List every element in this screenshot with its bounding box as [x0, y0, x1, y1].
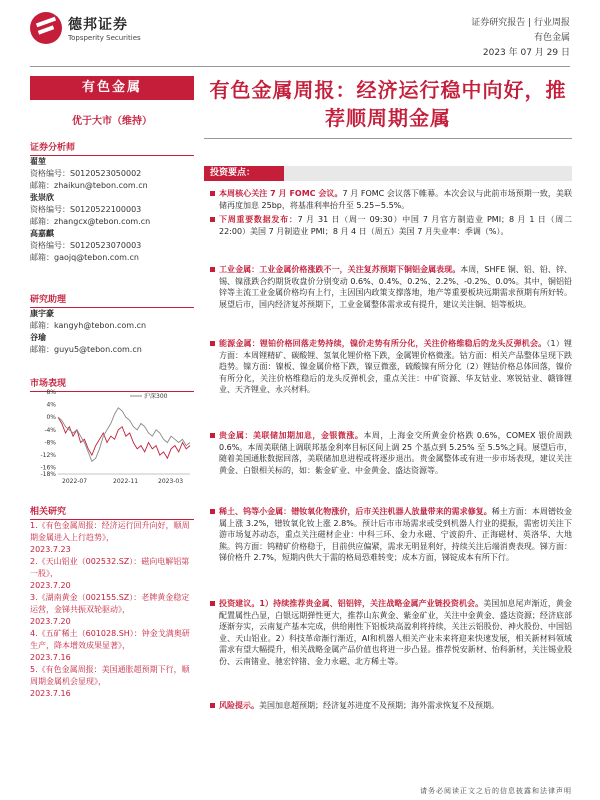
report-type: 证券研究报告: [471, 18, 526, 28]
assistant-list: [30, 308, 194, 356]
y-tick-label: -12%: [40, 452, 56, 460]
analyst-email[interactable]: 邮箱：gaojq@tebon.com.cn: [30, 253, 139, 262]
related-section-title: 相关研究: [30, 504, 194, 520]
series-line-1: [58, 408, 190, 462]
analyst-name: 翟堃: [30, 157, 46, 166]
related-item[interactable]: 3.《湖南黄金（002155.SZ）：老牌黄金稳定运营，金锑共振双轮驱动》， 2023.7.20: [30, 593, 190, 626]
market-section-title: 市场表现: [30, 376, 194, 392]
y-tick-label: 8%: [46, 389, 56, 396]
header-divider: [30, 66, 570, 67]
bullet-risk: 风险提示。美国加息超预期；经济复苏进度不及预期；海外需求恢复不及预期。: [210, 700, 572, 712]
bullet-data: 下周重要数据发布：7 月 31 日（周一 09:30）中国 7 月官方制造业 PMI；8 月 1 日（周二 22:00）美国 7 月制造业 PMI；8 月 4 日（周五）美国 7 月失业率：季调（%）。: [210, 214, 572, 237]
assistant-section-title: 研究助理: [30, 292, 194, 308]
y-tick-label: -16%: [40, 464, 56, 472]
analyst-cert: 资格编号：S0120522100003: [30, 205, 142, 214]
logo-icon: [30, 12, 62, 44]
report-meta: 证券研究报告 | 行业周报 有色金属 2023 年 07 月 29 日: [471, 16, 570, 61]
assistant-email[interactable]: 邮箱：guyu5@tebon.com.cn: [30, 345, 142, 354]
assistant-name: 康宇豪: [30, 309, 54, 318]
assistant-name: 谷瑜: [30, 333, 46, 342]
x-tick-label: 2023-03: [158, 478, 184, 485]
report-date: 2023 年 07 月 29 日: [482, 48, 570, 58]
report-title: 有色金属周报：经济运行稳中向好，推荐顺周期金属: [209, 78, 567, 130]
analyst-name: 高嘉麒: [30, 229, 54, 238]
company-name-cn: 德邦证券: [68, 17, 128, 33]
analyst-cert: 资格编号：S0120523070003: [30, 241, 142, 250]
title-divider: [204, 138, 572, 139]
report-sector: 有色金属: [533, 33, 570, 43]
related-item[interactable]: 2.《天山铝业（002532.SZ）：磁向电解铝第一股》， 2023.7.20: [30, 557, 190, 590]
bullet-investment: 投资建议。1）持续推荐贵金属、铝铝锌，关注战略金属产业链投资机会。美国加息尾声渐近，黄金配置属性凸显，白银远期弹性更大，推荐山东黄金、紫金矿业，关注中金黄金、盛达资源；经济底部逐渐夯实，云南复产基本完成，供给刚性下铝板块高盈利将持续，关注云铝股份、神火股份、中国铝业、天山铝业。2）科技革命渐行渐近，AI和机器人相关产业未来将迎来快速发展，相关新材料领域需求有望大幅提升，相关战略金属产品价值也将进一步凸显。推荐悦安新材、怡科新材，关注锡业股份、云南锗业、驰宏锌锗、金力永磁、北方稀土等。: [210, 598, 572, 668]
related-item[interactable]: 1.《有色金属周报：经济运行回升向好，顺周期金属进入上行趋势》， 2023.7.23: [30, 521, 190, 554]
x-tick-label: 2022-11: [113, 478, 139, 485]
related-list: [30, 520, 194, 700]
assistant-email[interactable]: 邮箱：kangyh@tebon.com.cn: [30, 321, 147, 330]
legend-label: 沪深300: [144, 393, 168, 400]
analyst-section-title: 证券分析师: [30, 140, 194, 156]
x-tick-label: 2022-07: [62, 478, 88, 485]
report-sub: 行业周报: [533, 18, 570, 28]
market-chart: [30, 388, 194, 488]
related-item[interactable]: 5.《有色金属周报：美国通胀超预期下行，顺周期金属机会显现》， 2023.7.16: [30, 665, 190, 698]
sector-box: 有色金属: [30, 76, 194, 100]
key-points-label: 投资要点：: [204, 166, 284, 181]
bullet-precious: 贵金属：美联储加期加息，金银微涨。本周，上海金交所黄金价格跌 0.6%，COMEX 银价周跌 0.6%。本周美联储上调联邦基金利率目标区间上调 25 个基点到 5.25% 至 5.5%之间。展望后市，随着美国通胀数据回落，美联储加息进程或将逐步退出。贵金属整体或有进一步市场表现，建议关注黄金、白银相关标的，如：紫金矿业、中金黄金、盛达资源等。: [210, 430, 572, 476]
bullet-fomc: 本周核心关注 7 月 FOMC 会议。7 月 FOMC 会议落下帷幕。本次会议与此前市场预期一致，美联储再度加息 25bp，将基准利率抬升至 5.25~5.5%。: [210, 188, 572, 211]
bullet-rare-earth: 稀土、钨等小金属：镨钕氧化物涨价，后市关注机器人放量带来的需求修复。稀土方面：本周镨钕金属上涨 3.2%，镨钕氧化钕上涨 2.8%。预计后市市场需求或受到机器人行业的提振，需密切关注下游市场复苏动态，重点关注磁材企业：中科三环、金力永磁、宁波韵升、正海磁材、英洛华、大地熊。钨方面：钨精矿价格稳于，目前供应偏紧，需求无明显利好，持续关注后端消费表现。锑方面：锑价格升 2.7%，短期内供大于需的格局恐难转变；成本方面，锑锭成本有所下行。: [210, 506, 572, 564]
bullet-industrial: 工业金属：工业金属价格涨跌不一，关注复苏预期下铜铝金属表现。本周，SHFE 铜、铝、铅、锌、锡、镍涨跌合约期货收盘价分别变动 0.6%、0.4%、0.2%、2.2%、-0.2%、0.0%。其中，铜铝铅锌等主流工业金属价格均有上行，主因国内政策支撑落地，地产等重要板块远期需求预期有所好转。展望后市，国内经济复苏预期下，工业金属整体需求或有提升，建议关注铜、铝等板块。: [210, 264, 572, 310]
y-tick-label: -18%: [40, 471, 56, 478]
analyst-cert: 资格编号：S0120523050002: [30, 169, 142, 178]
rating: 优于大市（维持）: [72, 116, 152, 127]
y-tick-label: -8%: [44, 439, 56, 447]
analyst-email[interactable]: 邮箱：zhangcx@tebon.com.cn: [30, 217, 151, 226]
analyst-list: [30, 156, 194, 264]
company-name-en: Topsperity Securities: [68, 34, 141, 42]
y-tick-label: -4%: [44, 426, 56, 434]
related-item[interactable]: 4.《五矿稀土（601028.SH）：钟金戈满奥研生产，降本增效成果显著》， 2023.7.16: [30, 629, 190, 662]
analyst-name: 张崇欣: [30, 193, 54, 202]
y-tick-label: 0%: [46, 414, 56, 422]
y-tick-label: 4%: [46, 401, 56, 409]
disclaimer-footer: 请务必阅读正文之后的信息披露和法律声明: [420, 787, 572, 795]
bullet-energy: 能源金属：锂铂价格回落走势持续，镍价走势有所分化，关注价格维稳后的龙头反弹机会。（1）锂方面：本周锂精矿、碳酸锂、氢氧化锂价格下跌，金属锂价格微涨。钴方面：相关产品整体呈现下跌趋势。镍方面：镍板、镍金属价格下跌，镍豆微涨，硫酸镍有所分化（2）锂钴价格总体回落，镍价有所分化，关注价格维稳后的龙头反弹机会，重点关注：中矿资源、华友钴业、寒锐钴业、赣锋锂业、天齐锂业、永兴材料。: [210, 338, 572, 396]
analyst-email[interactable]: 邮箱：zhaikun@tebon.com.cn: [30, 181, 148, 190]
company-logo: [30, 10, 150, 50]
